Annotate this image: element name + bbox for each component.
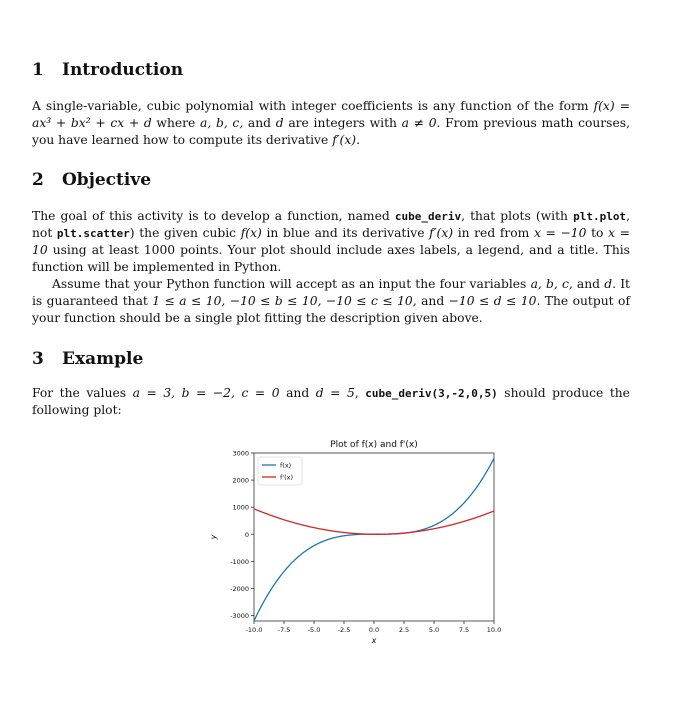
- math: f(x): [240, 225, 262, 240]
- text: to: [586, 225, 609, 240]
- text: are integers with: [283, 115, 402, 130]
- math: −10 ≤ d ≤ 10: [448, 293, 537, 308]
- text: .: [356, 132, 360, 147]
- math: f′(x): [332, 132, 357, 147]
- math: d: [275, 115, 284, 130]
- section-objective: [32, 171, 630, 327]
- math: a = 3, b = −2, c = 0: [132, 385, 280, 400]
- y-tick-label: 3000: [232, 449, 249, 458]
- math: f′(x): [429, 225, 454, 240]
- y-axis-label: y: [209, 534, 218, 540]
- y-tick-label: 0: [244, 530, 249, 539]
- legend: [258, 457, 302, 485]
- text: ,: [354, 385, 366, 400]
- text: Assume that your Python function will accept as an input the four variables: [52, 276, 531, 291]
- code: plt.plot: [573, 209, 627, 223]
- text: should produce the following plot:: [32, 385, 630, 417]
- x-tick-label: -7.5: [277, 626, 291, 634]
- math: a, b, c,: [200, 115, 244, 130]
- y-tick-label: -2000: [230, 584, 249, 593]
- math: x = 10: [32, 225, 630, 257]
- section-heading: [32, 350, 630, 369]
- section-heading: [32, 171, 630, 190]
- text: For the values: [32, 385, 133, 400]
- section-example: [32, 350, 630, 419]
- text: . It is guaranteed that: [32, 276, 630, 308]
- x-tick-label: 0.0: [368, 626, 380, 634]
- math: ax³ + bx² + cx + d: [32, 115, 152, 130]
- text: , that plots (with: [461, 208, 574, 223]
- section-title: Introduction: [62, 60, 184, 80]
- section-number: 1: [32, 60, 44, 80]
- text: and: [279, 385, 316, 400]
- text: and: [243, 115, 276, 130]
- x-tick-label: 5.0: [428, 626, 440, 634]
- code: cube_deriv: [394, 209, 462, 223]
- section-number: 3: [32, 349, 44, 369]
- chart-title: Plot of f(x) and f'(x): [330, 440, 418, 450]
- series-line: [254, 509, 494, 534]
- text: ) the given cubic: [129, 225, 241, 240]
- text: The goal of this activity is to develop a function, named: [32, 208, 395, 223]
- text: using at least 1000 points. Your plot should include axes labels, a legend, and a title. This function will be implemented in Python.: [32, 242, 630, 274]
- code: cube_deriv(3,-2,0,5): [365, 386, 498, 400]
- y-tick-label: 2000: [232, 476, 249, 485]
- chart-svg: [192, 435, 522, 705]
- x-tick-label: 10.0: [486, 626, 502, 634]
- math: d: [604, 276, 613, 291]
- x-tick-label: 7.5: [458, 626, 470, 634]
- legend-label: f'(x): [280, 473, 293, 482]
- intro-paragraph: [32, 98, 630, 149]
- x-axis: [246, 621, 502, 634]
- section-introduction: [32, 61, 630, 149]
- x-tick-label: -10.0: [245, 626, 263, 634]
- y-tick-label: -1000: [230, 557, 249, 566]
- x-tick-label: -2.5: [337, 626, 351, 634]
- math: x = −10: [533, 225, 587, 240]
- text: where: [151, 115, 201, 130]
- text: , not: [32, 208, 630, 240]
- text: in blue and its derivative: [261, 225, 430, 240]
- y-tick-label: 1000: [232, 503, 249, 512]
- y-tick-label: -3000: [230, 612, 249, 621]
- example-paragraph: [32, 385, 630, 419]
- x-tick-label: -5.0: [307, 626, 321, 634]
- text: and: [416, 293, 449, 308]
- objective-paragraph-1: [32, 208, 630, 276]
- text: . The output of your function should be a single plot fitting the description given above.: [32, 293, 630, 325]
- math: a ≠ 0: [401, 115, 437, 130]
- text: A single-variable, cubic polynomial with integer coefficients is any function of the form: [32, 98, 594, 113]
- text: and: [572, 276, 605, 291]
- code: plt.scatter: [56, 226, 130, 240]
- section-heading: [32, 61, 630, 80]
- x-tick-label: 2.5: [398, 626, 410, 634]
- math: f(x) =: [593, 98, 630, 113]
- math: d = 5: [315, 385, 355, 400]
- section-title: Example: [62, 349, 144, 369]
- section-number: 2: [32, 170, 44, 190]
- y-axis: [230, 450, 254, 621]
- legend-label: f(x): [280, 461, 292, 470]
- math: 1 ≤ a ≤ 10, −10 ≤ b ≤ 10, −10 ≤ c ≤ 10,: [152, 293, 417, 308]
- text: . From previous math courses, you have learned how to compute its derivative: [32, 115, 630, 147]
- section-title: Objective: [62, 170, 152, 190]
- example-plot: [192, 435, 522, 705]
- math: a, b, c,: [530, 276, 573, 291]
- objective-paragraph-2: [32, 276, 630, 327]
- x-axis-label: x: [371, 636, 377, 645]
- text: in red from: [453, 225, 534, 240]
